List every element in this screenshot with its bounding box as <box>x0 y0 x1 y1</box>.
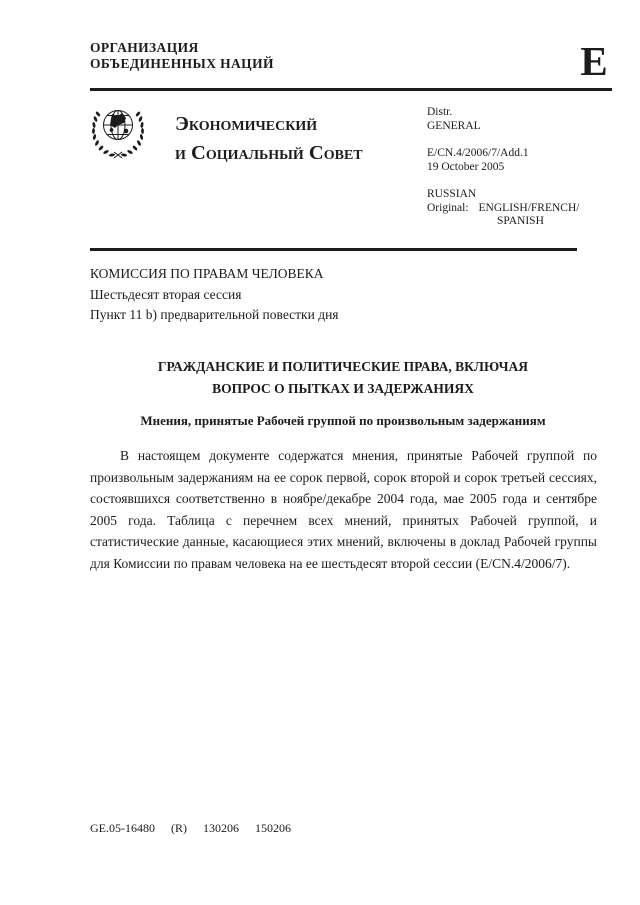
document-date: 19 October 2005 <box>427 160 505 173</box>
document-symbol: E/CN.4/2006/7/Add.1 <box>427 147 529 159</box>
body-paragraph: В настоящем документе содержатся мнения, принятые Рабочей группой по произвольным задержаниям на ее сорок первой, сорок второй и сорок третьей сессиях, состоявшихся соответственно в ноябре/декабре 2004 года, мае 2005 года и сентябре 2005 года. Таблица с перечнем всех мнений, принятых Рабочей группой, и статистические данные, касающиеся этих мнений, включены в доклад Рабочей группы для Комиссии по правам человека на ее шестьдесят второй сессии (E/CN.4/2006/7). <box>90 448 597 571</box>
footer-reference <box>90 821 304 836</box>
org-name-line2: ОБЪЕДИНЕННЫХ НАЦИЙ <box>90 55 274 71</box>
original-languages-line1: ENGLISH/FRENCH/ <box>478 201 580 214</box>
session-number: Шестьдесят вторая сессия <box>90 286 242 302</box>
language-code: (R) <box>171 821 187 835</box>
agenda-item: Пункт 11 b) предварительной повестки дня <box>90 307 339 322</box>
distr-label: Distr. <box>427 106 453 118</box>
document-title <box>90 356 596 432</box>
footer-date-1: 130206 <box>203 821 239 835</box>
commission-name: КОМИССИЯ ПО ПРАВАМ ЧЕЛОВЕКА <box>90 266 324 281</box>
council-name-line2: и Социальный Совет <box>175 142 363 164</box>
footer-date-2: 150206 <box>255 821 291 835</box>
council-name <box>175 110 363 168</box>
distr-type: GENERAL <box>427 119 481 132</box>
original-languages-line2: SPANISH <box>497 215 544 227</box>
org-name <box>90 40 274 71</box>
document-language: RUSSIAN <box>427 188 477 200</box>
title-line2: ВОПРОС О ПЫТКАХ И ЗАДЕРЖАНИЯХ <box>212 381 474 396</box>
masthead-rule <box>90 248 577 251</box>
title-line1: ГРАЖДАНСКИЕ И ПОЛИТИЧЕСКИЕ ПРАВА, ВКЛЮЧАЯ <box>157 359 529 374</box>
council-name-line1: Экономический <box>175 113 318 135</box>
ge-number: GE.05-16480 <box>90 821 155 835</box>
un-emblem-icon <box>85 102 151 167</box>
document-series-letter: E <box>580 38 608 84</box>
original-label: Original: <box>427 201 469 214</box>
document-subtitle: Мнения, принятые Рабочей группой по произвольным задержаниям <box>140 413 546 428</box>
header-rule <box>90 88 612 91</box>
session-block <box>90 264 339 326</box>
distribution-block <box>427 106 579 243</box>
org-name-line1: ОРГАНИЗАЦИЯ <box>90 40 199 55</box>
